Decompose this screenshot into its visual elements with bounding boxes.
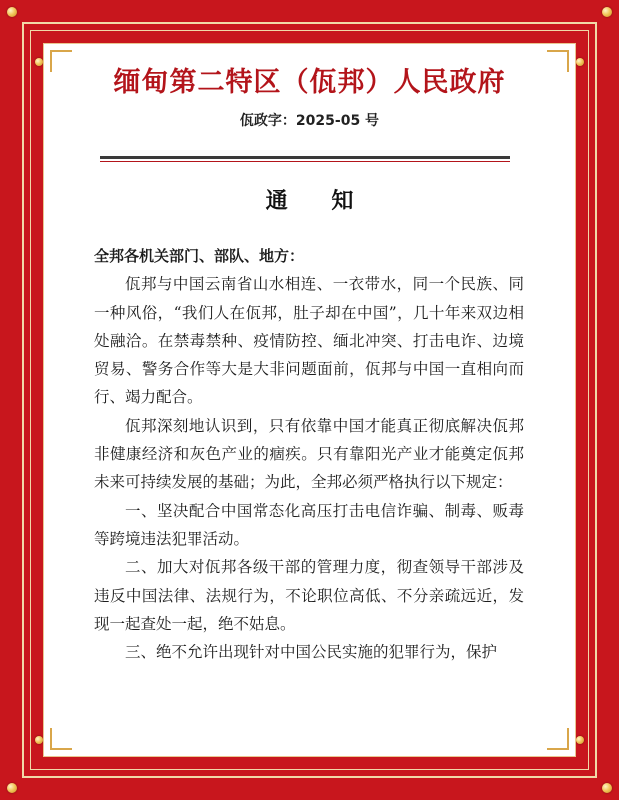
document-number: 佤政字：2025-05 号 — [239, 113, 380, 129]
gold-dot-icon — [576, 58, 584, 66]
gold-dot-icon — [7, 783, 17, 793]
salutation: 全邦各机关部门、部队、地方： — [94, 247, 305, 265]
body-paragraph: 佤邦深刻地认识到，只有依靠中国才能真正彻底解决佤邦非健康经济和灰色产业的痼疾。只有靠阳光产业才能奠定佤邦未来可持续发展的基础；为此，全邦必须严格执行以下规定： — [94, 416, 524, 492]
body-paragraph: 佤邦与中国云南省山水相连、一衣带水，同一个民族、同一种风俗，“我们人在佤邦，肚子却在中国”，几十年来双边相处融洽。在禁毒禁种、疫情防控、缅北冲突、打击电诈、边境贸易、警务合作等大是大非问题面前，佤邦与中国一直相向而行、竭力配合。 — [94, 275, 524, 407]
corner-ornament-icon — [50, 728, 72, 750]
gold-dot-icon — [576, 736, 584, 744]
body-paragraph: 一、坚决配合中国常态化高压打击电信诈骗、制毒、贩毒等跨境违法犯罪活动。 — [94, 501, 524, 548]
gold-dot-icon — [35, 58, 43, 66]
body-paragraph: 三、绝不允许出现针对中国公民实施的犯罪行为，保护 — [125, 643, 498, 662]
body-paragraph: 二、加大对佤邦各级干部的管理力度，彻查领导干部涉及违反中国法律、法规行为，不论职位高低、不分亲疏远近，发现一起查处一起，绝不姑息。 — [94, 558, 524, 633]
corner-ornament-icon — [547, 728, 569, 750]
gold-dot-icon — [602, 7, 612, 17]
document-page — [44, 44, 575, 756]
gold-dot-icon — [35, 736, 43, 744]
header-divider-thick — [100, 156, 510, 159]
notice-body — [94, 242, 524, 666]
gold-dot-icon — [7, 7, 17, 17]
notice-title: 通 知 — [265, 188, 372, 214]
header-divider-thin — [100, 161, 510, 162]
gold-dot-icon — [602, 783, 612, 793]
government-title: 缅甸第二特区（佤邦）人民政府 — [113, 67, 506, 98]
